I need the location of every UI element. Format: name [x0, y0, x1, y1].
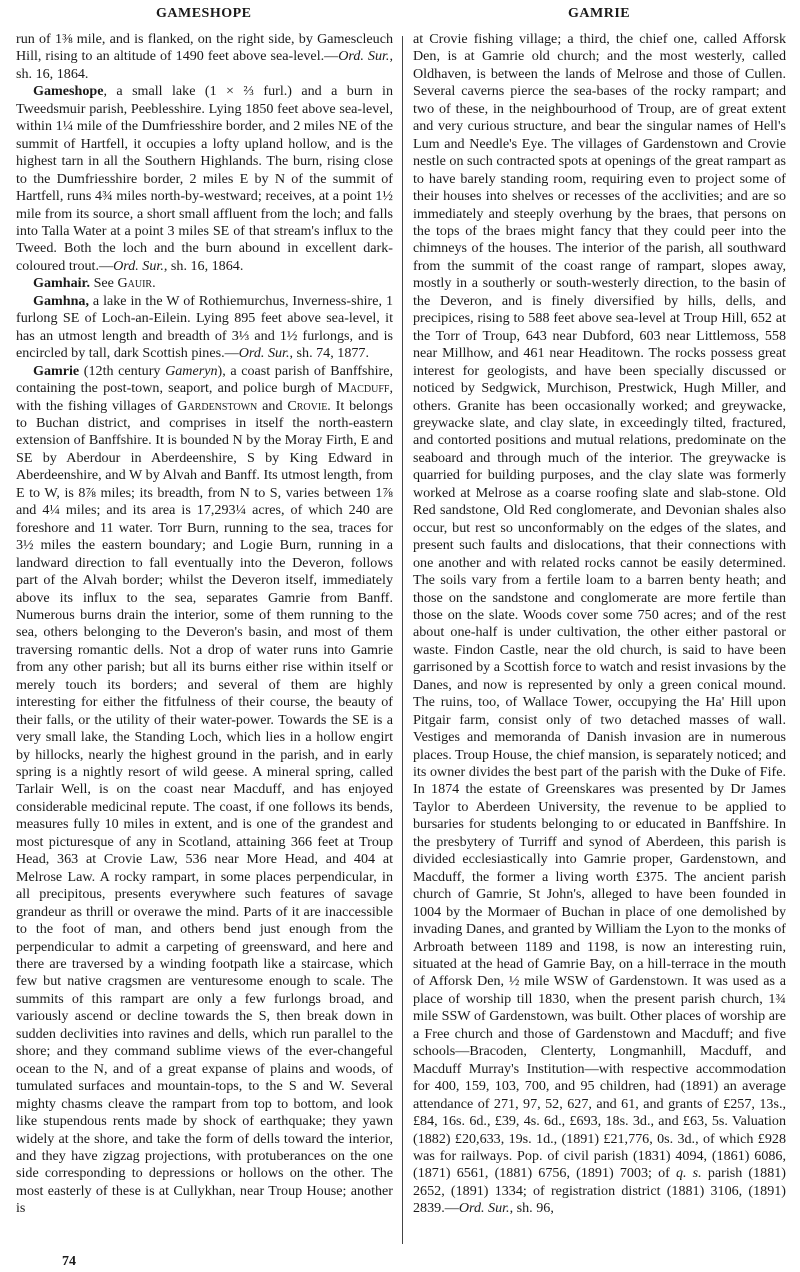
body-text: , sh. 16, 1864. — [16, 48, 393, 82]
body-text: , a small lake (1 × ⅔ furl.) and a burn in Tweedsmuir parish, Peeblesshire. Lying 1850 feet above sea-level, within 1¼ mile of the Dumfriesshire border, and 2 miles NE of the summit of Hartfell, it occupies a lofty upland hollow, and is the highest tarn in all the Southern Highlands. The burn, rising close to the Dumfriesshire border, 2 miles E by N of the summit of Hartfell, runs 4¾ miles north-by-westward; receives, at a point 1½ mile from its source, a short small affluent from the loch; and falls into Talla Water at a point 3 miles SE of that stream's influx to the Tweed. Both the loch and the burn abound in excellent dark-coloured trout.— — [16, 83, 393, 274]
body-text: , sh. 74, 1877. — [289, 345, 369, 362]
paragraph — [16, 83, 393, 275]
cross-reference: Gauir. — [117, 275, 156, 292]
body-text: parish (1881) 2652, (1891) 1334; of registration district (1881) 3106, (1891) 2839.— — [413, 1165, 786, 1217]
cross-reference: Macduff — [337, 380, 390, 397]
italic-text: q. s. — [675, 1165, 702, 1182]
entry-headword: Gamhair. — [33, 275, 91, 292]
cross-reference: Gardenstown — [177, 397, 258, 414]
paragraph — [413, 31, 786, 1218]
right-column — [413, 31, 786, 1218]
paragraph — [16, 363, 393, 1218]
body-text: , sh. 16, 1864. — [163, 257, 244, 274]
running-header-right: GAMRIE — [568, 6, 631, 21]
body-text: . It belongs to Buchan district, and comprises in itself the north-eastern extension of Banffshire. It is bounded N by the Moray Firth, E and SE by Aberdour in Aberdeenshire, S by King Edward in Aberdeenshire, and W by Alvah and Banff. Its utmost length, from E to W, is 8⅞ miles; its breadth, from N to S, varies between 1⅞ and 4¼ miles; and its area is 17,293¼ acres, of which 240 are foreshore and 11 water. Torr Burn, running to the sea, traces for 3½ miles the eastern boundary; and Logie Burn, running in a landward direction to fall eventually into the Deveron, follows part of the Alvah border; whilst the Deveron itself, immediately above its influx to the sea, separates Gamrie from Banff. Numerous burns drain the interior, some of them running to the sea, others belonging to the Deveron's basin, and most of them traversing romantic dells. Not a drop of water runs into Gamrie from any other parish; but all its burns either rise within itself or merely touch its borders; and several of them are highly interesting for either the fitfulness of their course, the beauty of their falls, or the utility of their water-power. Towards the SE is a very small lake, the Standing Loch, which lies in a hollow engirt by hillocks, nearly the highest ground in the parish, and in early spring is a nightly resort of wild geese. A mineral spring, called Tarlair Well, is on the coast near Macduff, and has enjoyed considerable medicinal repute. The coast, if one follows its bends, measures fully 10 miles in extent, and is one of the grandest and most picturesque of any in Scotland, attaining 366 feet at Troup Head, 363 at Crovie Law, 536 near More Head, and 404 at Melrose Law. A rocky rampart, in some places perpendicular, in all precipitous, presents everywhere such features of savage grandeur as thrill or overawe the mind. Parts of it are inaccessible to the foot of man, and others bend just enough from the perpendicular to admit a carpeting of greensward, and here and there are traversed by a winding footpath like a staircase, which few but native cragsmen are venturesome enough to scale. The summits of this rampart are only a few furlongs broad, and variously ascend or decline towards the S, then break down in sudden declivities into ravines and dells, which run parallel to the shore; and they command sublime views of the ever-changeful ocean to the N, and of a great expanse of plains and woods, of tumulated surfaces and mountain-tops, to the S and W. Several mighty chasms cleave the rampart from top to bottom, and look like stupendous rents made by shock of earthquake; they yawn widely at the shore, and take the form of dells toward the interior, and they have zigzag projections, with protuberances on the one side corresponding to depressions or hollows on the other. The most easterly of these is at Cullykhan, near Troup House; another is — [16, 397, 393, 1217]
body-text: at Crovie fishing village; a third, the chief one, called Afforsk Den, is at Gamrie old church; and the most westerly, called Oldhaven, is between the lands of Melrose and those of Cullen. Several caverns pierce the sea-bases of the rocky rampart; and two of these, in the neighbourhood of Troup, are of great extent and very curious structure, and bear the singular names of Hell's Lum and Needle's Eye. The villages of Gardenstown and Crovie nestle on such contracted spots at openings of the great rampart as to have barely standing room, requiring even to project some of their houses into shelves or recesses of the acclivities; and are so immediately and steeply overhung by the braes, that persons on the tops of the braes might fancy that they could peer into the chimneys of the houses. The interior of the parish, all southward from the summit of the coast range of rampart, slopes away, mostly in a southerly or south-westerly direction, to the basin of the Deveron, and is finely diversified by hills, dells, and precipices, rising to 588 feet above sea-level at Troup Hill, 652 at the Torr of Troup, 643 near Dubford, 603 near Littlemoss, 558 near Millhow, and 461 near Headitown. The rocks possess great interest for geologists, and have been specially discussed or noticed by Sedgwick, Murchison, Prestwick, Hugh Miller, and others. Granite has been occasionally worked; and greywacke, greywacke slate, and clay slate, in exceedingly tilted, fractured, and contorted positions and mutual relations, predominate on the seaboard and through much of the interior. The greywacke is quarried for building purposes, and the clay slate was formerly worked at Melrose as a coarse roofing slate and slab-stone. Old Red sandstone, Old Red conglomerate, and Devonian shales also occur, but rest so unconformably on the edges of the slates, and present such faults and dislocations, that their connections with one another and with related rocks cannot be easily determined. The soils vary from a fertile loam to a barren benty heath; and those on the sandstone and conglomerate are more fertile than those on the slate. Woods cover some 750 acres; and of the rest about one-half is under cultivation, the other either pastoral or waste. Findon Castle, near the old church, is said to have been garrisoned by a Scottish force to watch and resist invasions by the Danes, and now is represented by only a green conical mound. The ruins, too, of Wallace Tower, occupying the Ha' Hill upon Pitgair farm, consist only of two detached masses of wall. Vestiges and memoranda of Danish invasion are in numerous places. Troup House, the chief mansion, is separately noticed; and its owner divides the best part of the parish with the Duke of Fife. In 1874 the estate of Greenskares was presented by Dr James Taylor to Aberdeen University, the revenue to be applied to bursaries for students belonging to or educated in Banffshire. In the presbytery of Turriff and synod of Aberdeen, this parish is divided ecclesiastically into Gamrie proper, Gardenstown, and Macduff, the former a living worth £375. The ancient parish church of Gamrie, St John's, alleged to have been founded in 1004 by the Mormaer of Buchan in place of one demolished by invading Danes, and granted by William the Lyon to the monks of Arbroath between 1189 and 1198, is now an interesting ruin, situated at the head of Gamrie Bay, on a hill-terrace in the mouth of Afforsk Den, ½ mile WSW of Gardenstown. It was used as a place of worship till 1830, when the present parish church, 1¾ mile SSW of Gardenstown, was built. Other places of worship are a Free church and those of Gardenstown and Macduff; and five schools—Bracoden, Clenterty, Longmanhill, Macduff, and Macduff Murray's Institution—with respective accommodation for 400, 159, 103, 700, and 95 children, had (1891) an average attendance of 271, 97, 52, 627, and 61, and grants of £257, 13s., £84, 16s. 6d., £39, 4s. 6d., £693, 18s. 3d., and £63, 5s. Valuation (1882) £20,633, 19s. 1d., (1891) £21,776, 0s. 3d., of which £928 was for railways. Pop. of civil parish (1831) 4094, (1861) 6086, (1871) 6561, (1881) 6756, (1891) 7003; of — [413, 31, 786, 1182]
page-number: 74 — [62, 1254, 76, 1269]
body-text: See — [90, 275, 118, 292]
cross-reference: Crovie — [287, 397, 328, 414]
paragraph — [16, 275, 393, 292]
left-column — [16, 31, 393, 1218]
body-text: and — [257, 397, 288, 414]
body-text: (12th century — [79, 362, 166, 379]
body-text: a lake in the W of Rothiemurchus, Inverness-shire, 1 furlong SE of Loch-an-Eilein. Lying 895 feet above sea-level, it has an utmost length and breadth of 3⅓ and 1½ furlongs, and is encircled by tall, dark Scottish pines.— — [16, 292, 393, 362]
body-text: run of 1⅜ mile, and is flanked, on the right side, by Gamescleuch Hill, rising to an altitude of 1490 feet above sea-level.— — [16, 31, 393, 65]
italic-text: Ord. Sur. — [458, 1200, 510, 1217]
entry-headword: Gamhna, — [33, 292, 89, 309]
paragraph — [16, 31, 393, 83]
body-text: , with the fishing villages of — [16, 380, 393, 414]
running-header-left: GAMESHOPE — [156, 6, 252, 21]
entry-headword: Gameshope — [33, 83, 104, 100]
italic-text: Ord. Sur. — [113, 257, 164, 274]
column-divider — [402, 36, 403, 1244]
body-text: ), a coast parish of Banffshire, containing the post-town, seaport, and police burgh of — [16, 362, 393, 397]
paragraph — [16, 293, 393, 363]
body-text: , sh. 96, — [509, 1200, 554, 1217]
entry-headword: Gamrie — [33, 362, 80, 379]
italic-text: Ord. Sur. — [238, 345, 290, 362]
italic-text: Ord. Sur. — [338, 48, 390, 65]
italic-text: Gameryn — [165, 362, 218, 379]
